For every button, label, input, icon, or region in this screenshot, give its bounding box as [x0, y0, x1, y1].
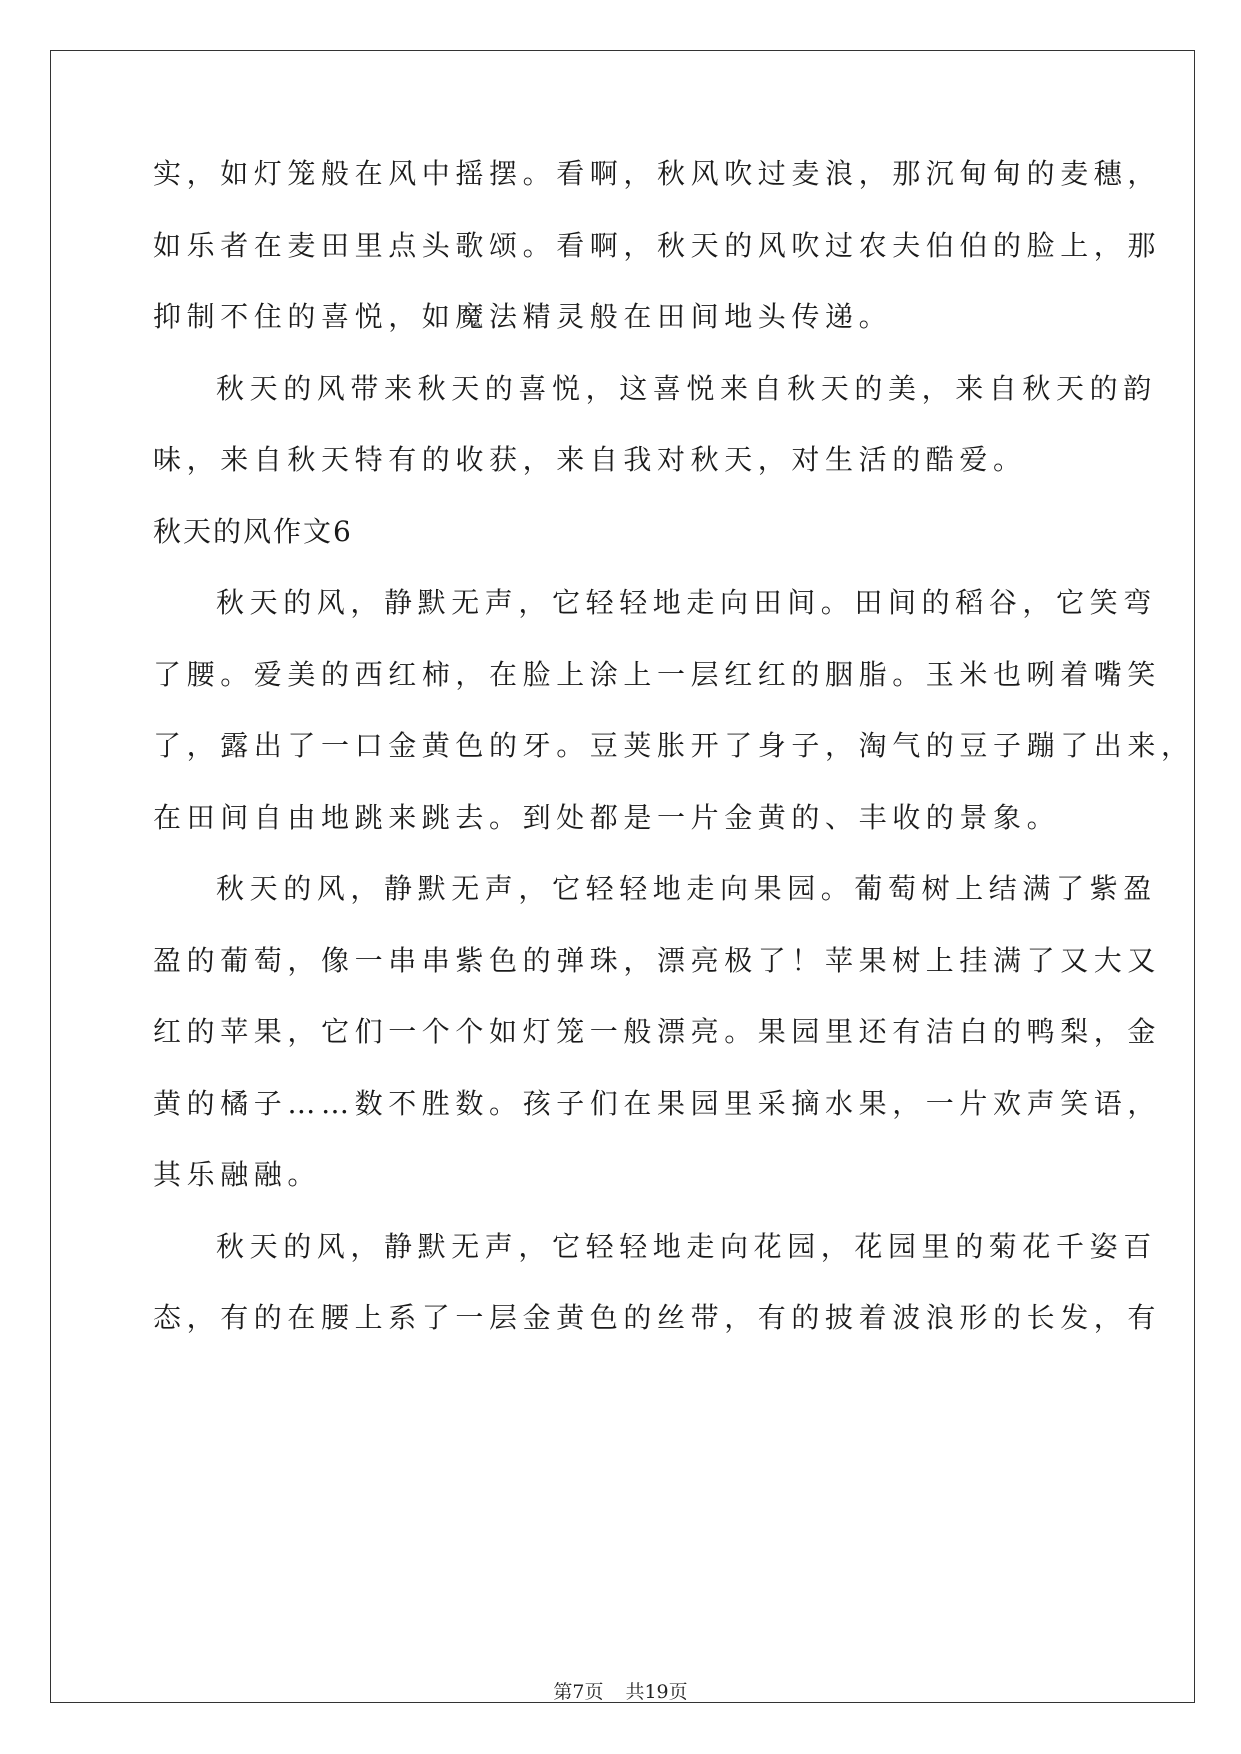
page-total: 共19页: [625, 1681, 688, 1703]
paragraph-line: 实，如灯笼般在风中摇摆。看啊，秋风吹过麦浪，那沉甸甸的麦穗，: [153, 157, 1162, 190]
paragraph-line: 抑制不住的喜悦，如魔法精灵般在田间地头传递。: [153, 300, 893, 333]
paragraph-line: 了腰。爱美的西红柿，在脸上涂上一层红红的胭脂。玉米也咧着嘴笑: [153, 658, 1162, 691]
paragraph-line: 其乐融融。: [153, 1158, 322, 1191]
page-number: 第7页: [553, 1681, 604, 1703]
paragraph-line: 秋天的风，静默无声，它轻轻地走向田间。田间的稻谷，它笑弯: [216, 586, 1157, 619]
paragraph-line: 盈的葡萄，像一串串紫色的弹珠，漂亮极了！苹果树上挂满了又大又: [153, 944, 1162, 977]
paragraph-line: 秋天的风，静默无声，它轻轻地走向果园。葡萄树上结满了紫盈: [216, 872, 1157, 905]
paragraph-line: 秋天的风带来秋天的喜悦，这喜悦来自秋天的美，来自秋天的韵: [216, 372, 1157, 405]
paragraph-line: 态，有的在腰上系了一层金黄色的丝带，有的披着波浪形的长发，有: [153, 1301, 1162, 1334]
section-heading: 秋天的风作文6: [153, 515, 353, 548]
paragraph-line: 在田间自由地跳来跳去。到处都是一片金黄的、丰收的景象。: [153, 801, 1061, 834]
paragraph-line: 秋天的风，静默无声，它轻轻地走向花园，花园里的菊花千姿百: [216, 1230, 1157, 1263]
paragraph-line: 黄的橘子……数不胜数。孩子们在果园里采摘水果，一片欢声笑语，: [153, 1087, 1162, 1120]
paragraph-line: 红的苹果，它们一个个如灯笼一般漂亮。果园里还有洁白的鸭梨，金: [153, 1015, 1162, 1048]
paragraph-line: 了，露出了一口金黄色的牙。豆荚胀开了身子，淘气的豆子蹦了出来，: [153, 729, 1195, 762]
page-footer: [0, 1680, 1241, 1704]
paragraph-line: 味，来自秋天特有的收获，来自我对秋天，对生活的酷爱。: [153, 443, 1027, 476]
paragraph-line: 如乐者在麦田里点头歌颂。看啊，秋天的风吹过农夫伯伯的脸上，那: [153, 229, 1162, 262]
